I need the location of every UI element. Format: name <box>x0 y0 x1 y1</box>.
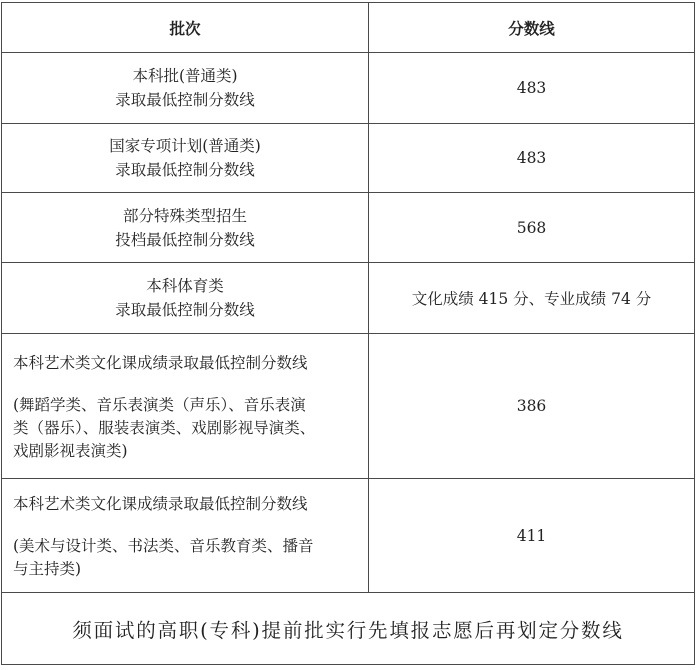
batch-line: 本科体育类 <box>146 277 224 295</box>
batch-cell <box>2 263 369 334</box>
table-row <box>2 334 695 479</box>
footer-row <box>2 593 695 665</box>
batch-detail-line: 戏剧影视表演类) <box>13 441 128 460</box>
batch-line: 国家专项计划(普通类) <box>109 137 261 155</box>
score-cell: 483 <box>369 124 695 193</box>
footer-note: 须面试的高职(专科)提前批实行先填报志愿后再划定分数线 <box>2 593 695 665</box>
batch-cell <box>2 124 369 193</box>
batch-cell <box>2 193 369 263</box>
batch-line: 投档最低控制分数线 <box>115 230 255 249</box>
batch-cell <box>2 479 369 593</box>
batch-line: 录取最低控制分数线 <box>115 91 255 109</box>
header-score-line: 分数线 <box>369 3 695 53</box>
table-row <box>2 193 695 263</box>
table-row <box>2 263 695 334</box>
batch-cell <box>2 334 369 479</box>
table-header-row <box>2 3 695 53</box>
table-row <box>2 479 695 593</box>
batch-cell <box>2 53 369 124</box>
batch-title: 本科艺术类文化课成绩录取最低控制分数线 <box>13 494 308 513</box>
batch-detail-line: 类（器乐）、服装表演类、戏剧影视导演类、 <box>13 418 316 437</box>
batch-detail-line: 与主持类) <box>13 559 82 578</box>
batch-line: 录取最低控制分数线 <box>115 161 255 179</box>
table-row <box>2 53 695 124</box>
score-cell: 483 <box>369 53 695 124</box>
batch-line: 录取最低控制分数线 <box>115 301 255 319</box>
score-cell: 568 <box>369 193 695 263</box>
score-table <box>1 2 695 665</box>
score-cell: 411 <box>369 479 695 593</box>
table-row <box>2 124 695 193</box>
batch-title: 本科艺术类文化课成绩录取最低控制分数线 <box>13 353 308 372</box>
batch-detail-line: (舞蹈学类、音乐表演类（声乐）、音乐表演 <box>13 395 306 414</box>
header-batch: 批次 <box>2 3 369 53</box>
batch-detail-line: (美术与设计类、书法类、音乐教育类、播音 <box>13 536 314 555</box>
batch-line: 部分特殊类型招生 <box>122 206 247 225</box>
batch-line: 本科批(普通类) <box>132 67 238 85</box>
score-cell: 386 <box>369 334 695 479</box>
score-cell: 文化成绩 415 分、专业成绩 74 分 <box>369 263 695 334</box>
